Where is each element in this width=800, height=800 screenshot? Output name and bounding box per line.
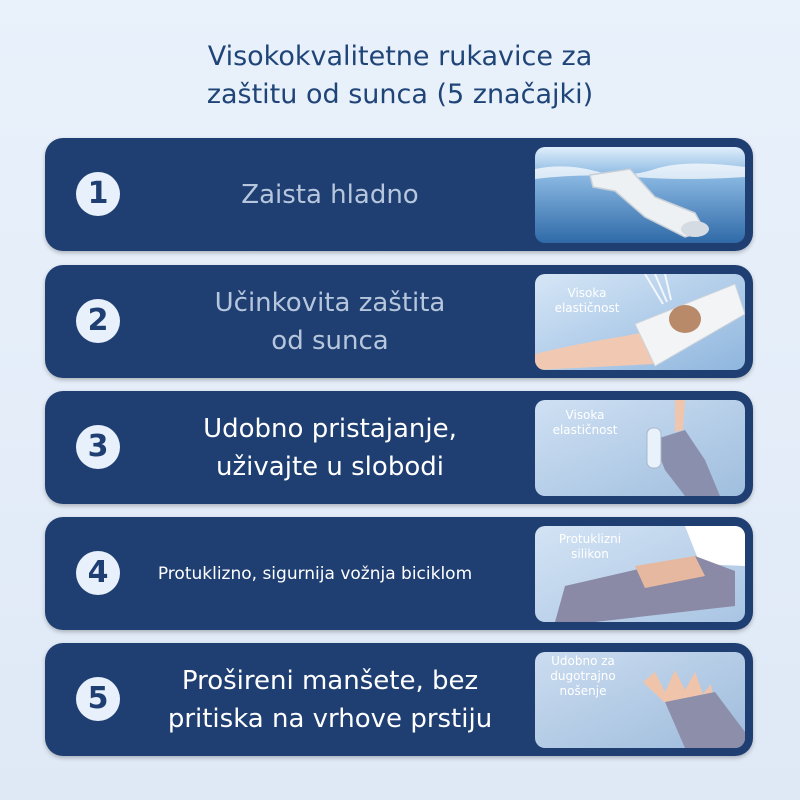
- feature-photo-sun-arm: [535, 274, 745, 370]
- feature-label-line-1: Protuklizno, sigurnija vožnja biciklom: [157, 563, 473, 584]
- water-sleeve-illustration: [535, 147, 745, 243]
- photo-caption-line-3: nošenje: [559, 684, 607, 698]
- feature-label: [125, 138, 535, 251]
- feature-number-badge: 3: [76, 425, 120, 469]
- photo-caption-line-2: dugotrajno: [550, 669, 616, 683]
- feature-number-badge: 1: [76, 172, 120, 216]
- feature-photo-water-sleeve: [535, 147, 745, 243]
- photo-caption-line-1: Visoka: [567, 286, 607, 300]
- photo-caption-line-2: elastičnost: [554, 301, 620, 315]
- feature-label-line-1: Udobno pristajanje,: [203, 413, 457, 444]
- feature-photo-stretch-sleeve: [535, 400, 745, 496]
- feature-label-line-1: Učinkovita zaštita: [214, 287, 446, 318]
- feature-photo-silicone-sleeve: [535, 526, 745, 622]
- feature-label-line-1: Prošireni manšete, bez: [181, 665, 479, 696]
- photo-caption-line-1: Visoka: [565, 408, 605, 422]
- photo-caption-line-1: Protuklizni: [558, 532, 622, 546]
- title-line-2: zaštitu od sunca (5 značajki): [206, 79, 594, 110]
- title-line-1: Visokokvalitetne rukavice za: [207, 41, 593, 72]
- feature-label-line-1: Zaista hladno: [241, 179, 419, 210]
- feature-card-3: [45, 391, 753, 504]
- feature-photo-glove-hand: [535, 652, 745, 748]
- feature-number-badge: 5: [76, 677, 120, 721]
- page-title: [0, 38, 800, 114]
- feature-number-badge: 4: [76, 551, 120, 595]
- photo-caption-line-1: Udobno za: [551, 654, 615, 668]
- feature-label-line-2: od sunca: [271, 325, 389, 356]
- feature-label-line-2: uživajte u slobodi: [216, 451, 444, 482]
- feature-card-5: [45, 643, 753, 756]
- feature-label: [125, 643, 535, 756]
- feature-label-line-2: pritiska na vrhove prstiju: [167, 703, 493, 734]
- feature-label: [125, 265, 535, 378]
- feature-label: [125, 517, 505, 630]
- feature-card-2: [45, 265, 753, 378]
- photo-caption-line-2: silikon: [571, 547, 609, 561]
- feature-card-4: [45, 517, 753, 630]
- photo-caption-line-2: elastičnost: [552, 423, 618, 437]
- feature-card-1: [45, 138, 753, 251]
- feature-number-badge: 2: [76, 299, 120, 343]
- feature-label: [125, 391, 535, 504]
